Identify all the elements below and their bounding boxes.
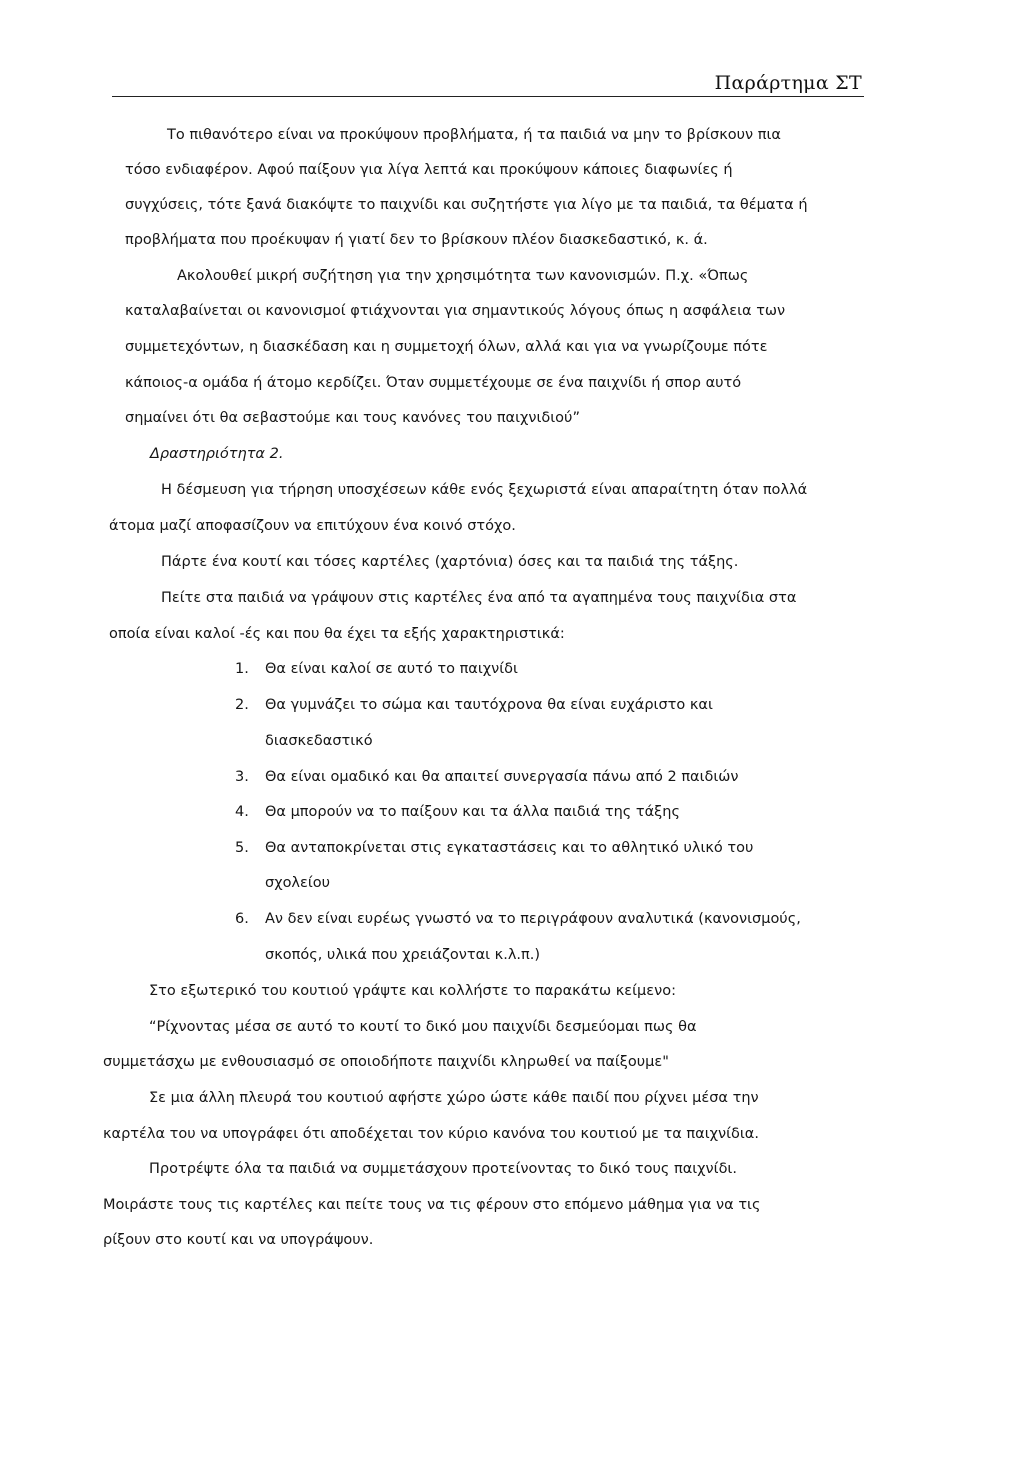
paragraph-line: συγχύσεις, τότε ξανά διακόψτε το παιχνίδι και συζητήστε για λίγο με τα παιδιά, τα θέματα ή xyxy=(125,197,808,213)
list-number: 6. xyxy=(235,911,249,927)
list-number: 1. xyxy=(235,661,249,677)
list-item xyxy=(235,909,801,929)
list-item-text: Θα μπορούν να το παίξουν και τα άλλα παιδιά της τάξης xyxy=(265,804,680,820)
paragraph-line: Ακολουθεί μικρή συζήτηση για την χρησιμότητα των κανονισμών. Π.χ. «Όπως xyxy=(177,268,749,284)
list-number: 4. xyxy=(235,804,249,820)
paragraph-line: άτομα μαζί αποφασίζουν να επιτύχουν ένα κοινό στόχο. xyxy=(109,518,516,534)
activity-heading: Δραστηριότητα 2. xyxy=(150,446,284,462)
list-number: 5. xyxy=(235,840,249,856)
list-item-text: Αν δεν είναι ευρέως γνωστό να το περιγράφουν αναλυτικά (κανονισμούς, xyxy=(265,911,801,927)
paragraph-line: Μοιράστε τους τις καρτέλες και πείτε τους να τις φέρουν στο επόμενο μάθημα για να τις xyxy=(103,1197,761,1213)
list-item xyxy=(235,659,518,679)
list-item xyxy=(235,767,739,787)
paragraph-line: σημαίνει ότι θα σεβαστούμε και τους κανόνες του παιχνιδιού” xyxy=(125,410,580,426)
paragraph-line: Στο εξωτερικό του κουτιού γράψτε και κολλήστε το παρακάτω κείμενο: xyxy=(149,983,676,999)
paragraph-line: καταλαβαίνεται οι κανονισμοί φτιάχνονται για σημαντικούς λόγους όπως η ασφάλεια των xyxy=(125,303,786,319)
list-item xyxy=(235,838,753,858)
paragraph-line: Πάρτε ένα κουτί και τόσες καρτέλες (χαρτόνια) όσες και τα παιδιά της τάξης. xyxy=(161,554,739,570)
list-item-text: Θα είναι καλοί σε αυτό το παιχνίδι xyxy=(265,661,518,677)
paragraph-line: συμμετεχόντων, η διασκέδαση και η συμμετοχή όλων, αλλά και για να γνωρίζουμε πότε xyxy=(125,339,768,355)
list-number: 2. xyxy=(235,697,249,713)
list-item xyxy=(235,695,713,715)
list-item-text: Θα είναι ομαδικό και θα απαιτεί συνεργασία πάνω από 2 παιδιών xyxy=(265,769,739,785)
header-divider xyxy=(112,96,864,97)
list-item-text: Θα ανταποκρίνεται στις εγκαταστάσεις και το αθλητικό υλικό του xyxy=(265,840,754,856)
list-item-continuation: σχολείου xyxy=(265,875,331,891)
paragraph-line: κάποιος-α ομάδα ή άτομο κερδίζει. Όταν συμμετέχουμε σε ένα παιχνίδι ή σπορ αυτό xyxy=(125,375,742,391)
list-item-text: Θα γυμνάζει το σώμα και ταυτόχρονα θα είναι ευχάριστο και xyxy=(265,697,713,713)
quote-line: “Ρίχνοντας μέσα σε αυτό το κουτί το δικό μου παιχνίδι δεσμεύομαι πως θα xyxy=(149,1019,697,1035)
paragraph-line: τόσο ενδιαφέρον. Αφού παίξουν για λίγα λεπτά και προκύψουν κάποιες διαφωνίες ή xyxy=(125,162,733,178)
paragraph-line: Η δέσμευση για τήρηση υποσχέσεων κάθε ενός ξεχωριστά είναι απαραίτητη όταν πολλά xyxy=(161,482,808,498)
list-item xyxy=(235,802,680,822)
page-header-title: Παράρτημα ΣΤ xyxy=(714,72,862,94)
paragraph-line: Το πιθανότερο είναι να προκύψουν προβλήματα, ή τα παιδιά να μην το βρίσκουν πια xyxy=(167,127,781,143)
quote-line: συμμετάσχω με ενθουσιασμό σε οποιοδήποτε παιχνίδι κληρωθεί να παίξουμε" xyxy=(103,1054,669,1070)
paragraph-line: Πείτε στα παιδιά να γράψουν στις καρτέλες ένα από τα αγαπημένα τους παιχνίδια στα xyxy=(161,590,797,606)
paragraph-line: Προτρέψτε όλα τα παιδιά να συμμετάσχουν προτείνοντας το δικό τους παιχνίδι. xyxy=(149,1161,737,1177)
paragraph-line: οποία είναι καλοί -ές και που θα έχει τα εξής χαρακτηριστικά: xyxy=(109,626,565,642)
paragraph-line: καρτέλα του να υπογράφει ότι αποδέχεται τον κύριο κανόνα του κουτιού με τα παιχνίδια. xyxy=(103,1126,759,1142)
list-item-continuation: σκοπός, υλικά που χρειάζονται κ.λ.π.) xyxy=(265,947,541,963)
paragraph-line: Σε μια άλλη πλευρά του κουτιού αφήστε χώρο ώστε κάθε παιδί που ρίχνει μέσα την xyxy=(149,1090,759,1106)
paragraph-line: προβλήματα που προέκυψαν ή γιατί δεν το βρίσκουν πλέον διασκεδαστικό, κ. ά. xyxy=(125,232,708,248)
list-item-continuation: διασκεδαστικό xyxy=(265,733,373,749)
list-number: 3. xyxy=(235,769,249,785)
paragraph-line: ρίξουν στο κουτί και να υπογράψουν. xyxy=(103,1232,374,1248)
